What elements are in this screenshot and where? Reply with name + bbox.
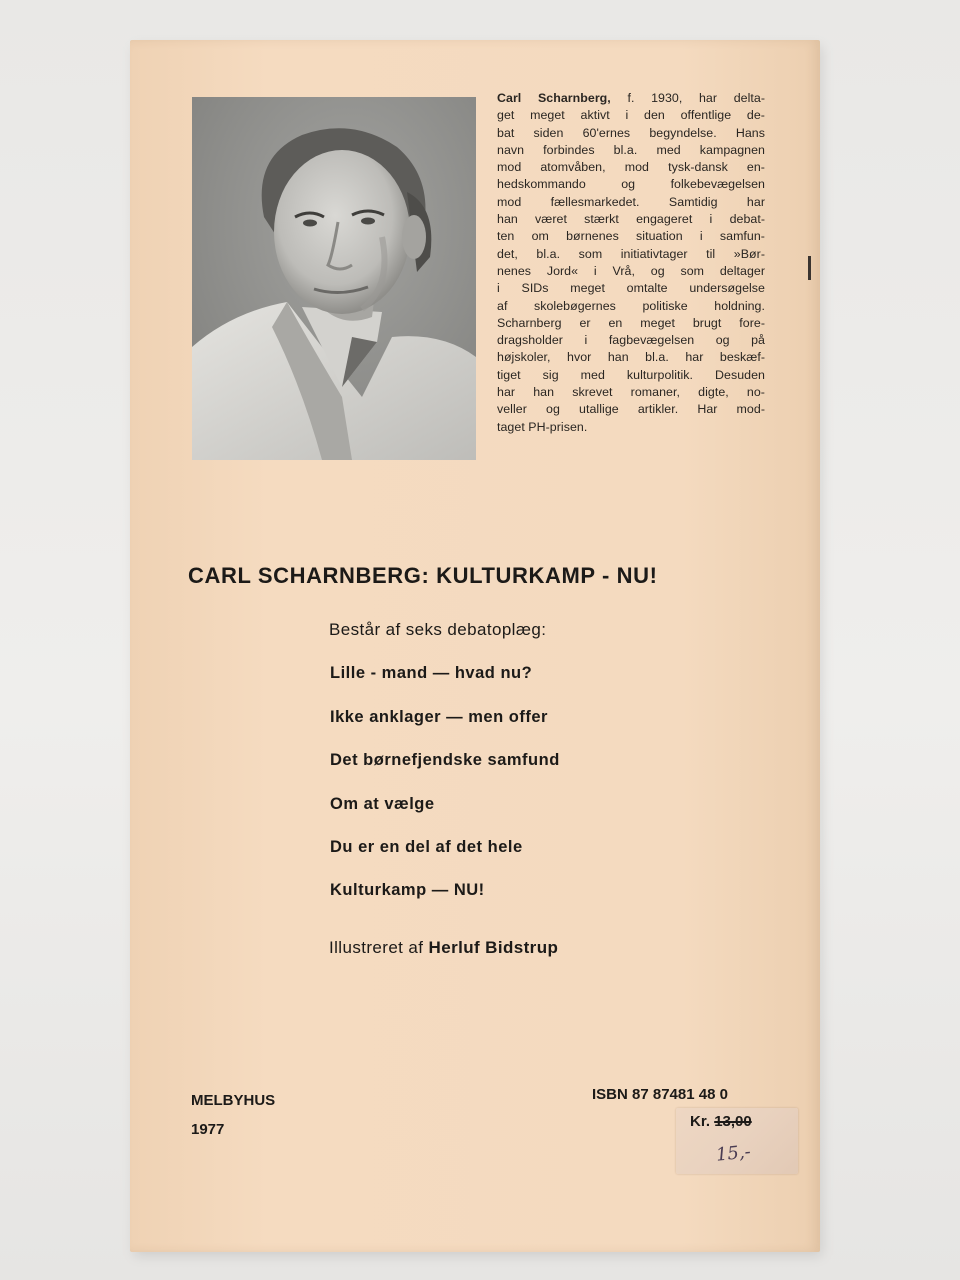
publisher-block bbox=[191, 1086, 275, 1144]
bio-text: bat siden 60'ernes begyndelse. Hans bbox=[497, 125, 765, 140]
bio-line bbox=[497, 107, 765, 124]
bio-text: nenes Jord« i Vrå, og som deltager bbox=[497, 263, 765, 278]
author-biography bbox=[497, 90, 765, 436]
author-name: Carl Scharnberg, bbox=[497, 91, 611, 105]
bio-text: taget PH-prisen. bbox=[497, 419, 588, 434]
bio-line bbox=[497, 367, 765, 384]
bio-text: han været stærkt engageret i debat- bbox=[497, 212, 765, 227]
bio-line bbox=[497, 211, 765, 228]
price-amount: 13,00 bbox=[714, 1113, 752, 1130]
illustrator-name: Herluf Bidstrup bbox=[428, 938, 559, 957]
bio-line bbox=[497, 401, 765, 418]
bio-line bbox=[497, 298, 765, 315]
bio-line bbox=[497, 246, 765, 263]
bio-line bbox=[497, 194, 765, 211]
bio-text: mod atomvåben, mod tysk-dansk en- bbox=[497, 160, 765, 175]
illustrator-prefix: Illustreret af bbox=[329, 938, 424, 957]
contents-intro: Består af seks debatoplæg: bbox=[329, 620, 547, 639]
essay-title: Ikke anklager — men offer bbox=[330, 708, 548, 726]
bio-line bbox=[497, 315, 765, 332]
bio-text: i SIDs meget omtalte undersøgelse bbox=[497, 281, 765, 296]
bio-text: get meget aktivt i den offentlige de- bbox=[497, 108, 765, 123]
essay-title: Du er en del af det hele bbox=[330, 838, 523, 856]
edge-mark bbox=[808, 256, 811, 280]
bio-line bbox=[497, 263, 765, 280]
essay-title: Kulturkamp — NU! bbox=[330, 881, 485, 899]
essay-title: Det børnefjendske samfund bbox=[330, 751, 560, 769]
bio-text: dragsholder i fagbevægelsen og på bbox=[497, 333, 765, 348]
bio-text: f. 1930, har delta- bbox=[610, 91, 765, 105]
essay-title: Om at vælge bbox=[330, 795, 435, 813]
author-portrait-photo bbox=[192, 97, 476, 460]
bio-text: mod fællesmarkedet. Samtidig har bbox=[497, 194, 765, 209]
bio-line bbox=[497, 159, 765, 176]
bio-line bbox=[497, 176, 765, 193]
bio-line bbox=[497, 419, 765, 436]
book-title: CARL SCHARNBERG: KULTURKAMP - NU! bbox=[188, 563, 658, 588]
bio-text: har han skrevet romaner, digte, no- bbox=[497, 385, 765, 400]
bio-line bbox=[497, 349, 765, 366]
isbn-number: ISBN 87 87481 48 0 bbox=[592, 1086, 728, 1103]
printed-price bbox=[690, 1113, 752, 1130]
bio-line bbox=[497, 142, 765, 159]
publisher-name: MELBYHUS bbox=[191, 1092, 276, 1109]
bio-line bbox=[497, 280, 765, 297]
bio-line bbox=[497, 125, 765, 142]
author-portrait-drawing bbox=[192, 97, 476, 460]
bio-text: Scharnberg er en meget brugt fore- bbox=[497, 315, 765, 330]
bio-line bbox=[497, 332, 765, 349]
bio-line bbox=[497, 90, 765, 107]
publication-year: 1977 bbox=[191, 1121, 225, 1138]
illustrator-credit bbox=[329, 938, 558, 958]
bio-text: tiget sig med kulturpolitik. Desuden bbox=[497, 367, 765, 382]
bio-text: højskoler, hvor han bl.a. har beskæf- bbox=[497, 350, 765, 365]
bio-text: af skolebøgernes politiske holdning. bbox=[497, 298, 765, 313]
bio-text: navn forbindes bl.a. med kampagnen bbox=[497, 142, 765, 157]
handwritten-price: 15,- bbox=[714, 1141, 752, 1166]
bio-text: hedskommando og folkebevægelsen bbox=[497, 177, 765, 192]
essay-title: Lille - mand — hvad nu? bbox=[330, 664, 533, 682]
bio-text: det, bl.a. som initiativtager til »Bør- bbox=[497, 246, 765, 261]
bio-line bbox=[497, 228, 765, 245]
bio-line bbox=[497, 384, 765, 401]
price-prefix: Kr. bbox=[690, 1113, 711, 1130]
bio-text: ten om børnenes situation i samfun- bbox=[497, 229, 765, 244]
bio-text: veller og utallige artikler. Har mod- bbox=[497, 402, 765, 417]
